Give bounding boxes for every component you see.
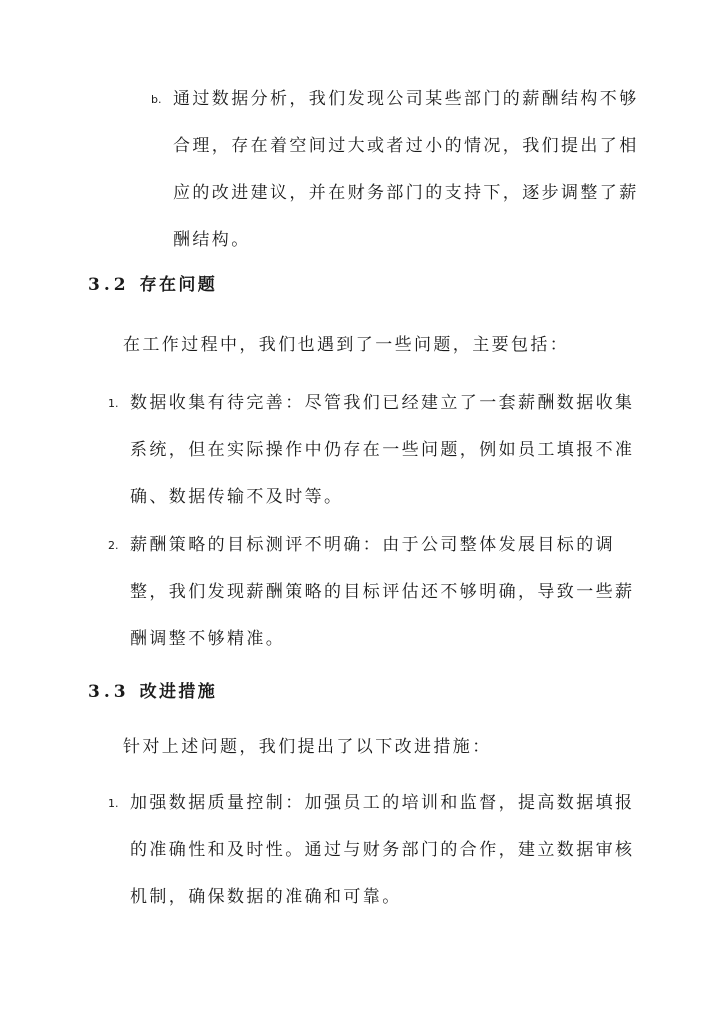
list-item-text: 薪酬策略的目标测评不明确：由于公司整体发展目标的调整，我们发现薪酬策略的目标评估还不够明确，导致一些薪酬调整不够精准。 [130,535,635,649]
section-intro-3-3: 针对上述问题，我们提出了以下改进措施： [123,737,492,757]
section-intro-3-2: 在工作过程中，我们也遇到了一些问题，主要包括： [123,335,570,355]
section-number: 3.3 [88,682,130,702]
section-heading-3-2 [88,273,217,297]
section-title: 改进措施 [139,682,218,702]
list-marker-1: 1. [108,797,119,810]
section-number: 3.2 [88,275,130,295]
list-marker-1: 1. [108,397,119,410]
list-item-text: 数据收集有待完善：尽管我们已经建立了一套薪酬数据收集系统，但在实际操作中仍存在一些问题，例如员工填报不准确、数据传输不及时等。 [130,393,635,507]
section-heading-3-3 [88,680,217,704]
section-title: 存在问题 [139,275,218,295]
list-marker-2: 2. [108,539,119,552]
list-marker-b: b. [151,93,162,106]
list-item-b-text: 通过数据分析，我们发现公司某些部门的薪酬结构不够合理，存在着空间过大或者过小的情况，我们提出了相应的改进建议，并在财务部门的支持下，逐步调整了薪酬结构。 [173,89,639,250]
list-item-text: 加强数据质量控制：加强员工的培训和监督，提高数据填报的准确性和及时性。通过与财务部门的合作，建立数据审核机制，确保数据的准确和可靠。 [130,793,635,907]
